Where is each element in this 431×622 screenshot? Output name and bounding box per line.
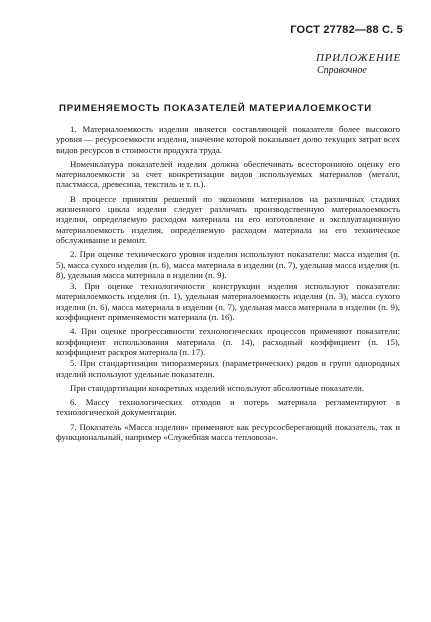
paragraph-2: Номенклатура показателей изделия должна обеспечивать всестороннюю оценку его материалоемкости за счет конкретизации видов используемых материалов (металл, пластмасса, древесина, текстиль и т. п.). [56, 158, 400, 190]
paragraph-1: 1. Материалоемкость изделия является составляющей показателя более высокого уровня — ресурсоемкости изделия, значение которой показывает долю текущих затрат всех видов ресурсов в стоимости продукта труда. [56, 124, 400, 155]
paragraph-10: 7. Показатель «Масса изделия» применяют как ресурсосберегающий показатель, так и функциональный, например «Служебная масса тепловоза». [56, 421, 400, 443]
paragraph-7: 5. При стандартизации типоразмерных (параметрических) рядов и групп однородных изделий используют удельные показатели. [56, 358, 400, 379]
appendix-subtitle: Справочное [317, 65, 367, 76]
appendix-title: ПРИЛОЖЕНИЕ [316, 52, 401, 64]
paragraph-4: 2. При оценке технического уровня изделия используют показатели: масса изделия (п. 5), масса сухого изделия (п. 6), масса материала в изделии (п. 7), удельная масса изделия (п. 8), удельная масса материала в изделии (п. 9). [56, 249, 400, 280]
paragraph-3: В процессе принятия решений по экономии материалов на различных стадиях жизненного цикла изделия следует различать производственную материалоемкость изделия, определяемую расходом материала на его изготовление и эксплуатационную материалоемкость изделия, определяемую расходом материала на его техническое обслуживание и ремонт. [56, 193, 400, 245]
paragraph-8: При стандартизации конкретных изделий используют абсолютные показатели. [70, 382, 364, 393]
paragraph-9: 6. Массу технологических отходов и потерь материала регламентируют в технологической документации. [56, 397, 400, 418]
document-title: ПРИМЕНЯЕМОСТЬ ПОКАЗАТЕЛЕЙ МАТЕРИАЛОЕМКОСТИ [58, 103, 373, 114]
appendix-label [316, 52, 401, 76]
document-body [56, 124, 400, 446]
paragraph-6: 4. При оценке прогрессивности технологических процессов применяют показатели: коэффициент использования материала (п. 14), расходный коэффициент (п. 15), коэффициент раскроя материала (п. 17). [56, 326, 400, 357]
paragraph-5: 3. При оценке технологичности конструкции изделия используют показатели: материалоемкость изделия (п. 1), удельная материалоемкость изделия (п. 3), масса сухого изделия (п. 6), масса материала в изделии (п. 7), удельная масса материала в изделии (п. 9), коэффициент применяемости материала (п. 16). [56, 281, 400, 323]
standard-reference: ГОСТ 27782—88 С. 5 [290, 24, 403, 36]
